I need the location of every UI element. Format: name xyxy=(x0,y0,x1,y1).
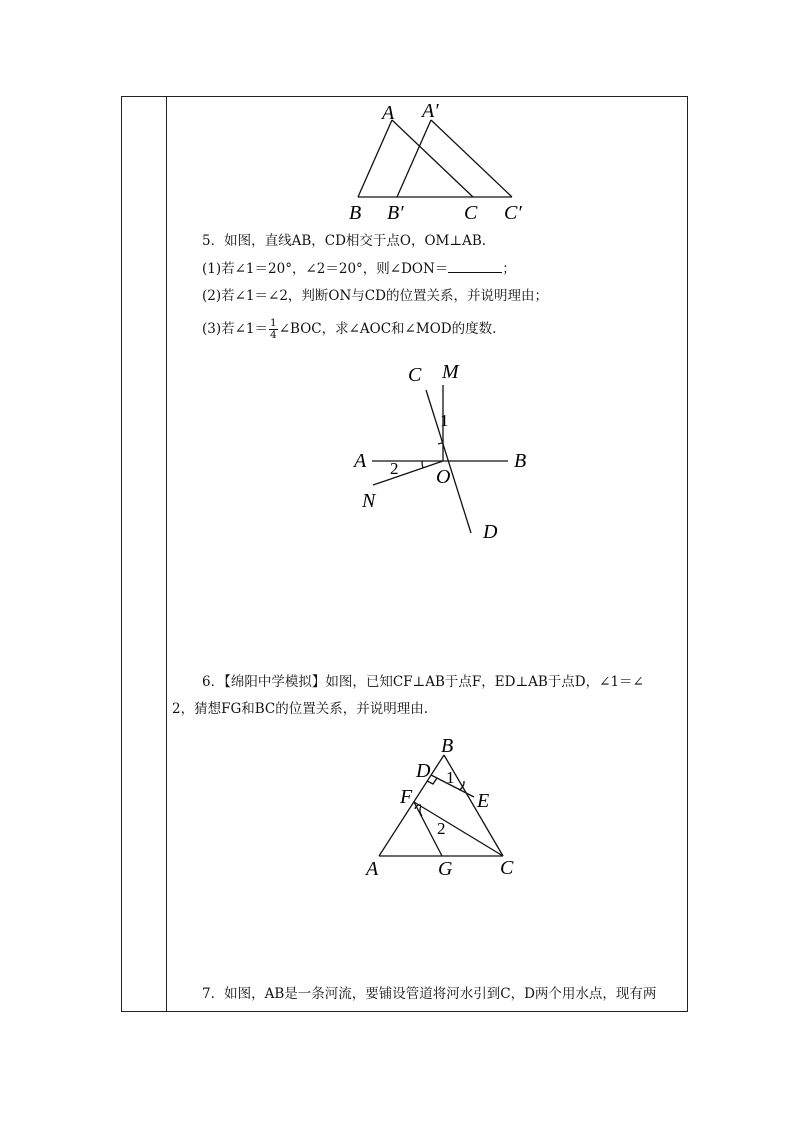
label-angle-2: 2 xyxy=(437,819,446,838)
label-c-prime: C′ xyxy=(504,202,522,224)
label-m: M xyxy=(442,361,459,383)
angle-2-arc xyxy=(420,806,422,816)
label-angle-1: 1 xyxy=(446,768,455,787)
side-ac xyxy=(392,120,473,197)
label-d: D xyxy=(416,760,431,782)
label-angle-1: 1 xyxy=(440,411,449,430)
label-e: E xyxy=(477,790,490,812)
side-a2b2 xyxy=(397,120,431,197)
label-c: C xyxy=(464,202,478,224)
q7-line1: 7．如图，AB是一条河流，要铺设管道将河水引到C，D两个用水点，现有两 xyxy=(202,986,657,1002)
label-c: C xyxy=(408,364,422,386)
angle-2-arc xyxy=(422,461,423,468)
side-ab xyxy=(358,120,392,197)
q6-line1: 6．【绵阳中学模拟】如图，已知CF⊥AB于点F，ED⊥AB于点D，∠1＝∠ xyxy=(202,674,644,690)
q6-line2: 2，猜想FG和BC的位置关系，并说明理由. xyxy=(172,701,429,717)
left-column xyxy=(122,97,167,1011)
figure-intersecting-lines xyxy=(340,355,540,545)
label-g: G xyxy=(438,858,453,880)
label-b: B xyxy=(349,202,362,224)
label-a: A xyxy=(382,102,395,124)
label-a: A xyxy=(366,858,379,880)
label-f: F xyxy=(400,786,413,808)
label-angle-2: 2 xyxy=(390,459,399,478)
angle-1-arc xyxy=(438,443,443,444)
label-d: D xyxy=(483,521,498,543)
label-a: A xyxy=(354,450,367,472)
label-a-prime: A′ xyxy=(422,100,439,122)
label-b: B xyxy=(441,735,454,757)
label-n: N xyxy=(362,490,376,512)
label-b-prime: B′ xyxy=(387,202,404,224)
label-o: O xyxy=(436,466,451,488)
q5-part3: (3)若∠1＝ $\frac{1}{4}$ ∠BOC，求∠AOC和∠MOD的度数. xyxy=(202,317,497,341)
label-c: C xyxy=(500,857,514,879)
figure-triangle-perpendiculars xyxy=(360,735,530,880)
q5-part1: (1)若∠1＝20°，∠2＝20°，则∠DON＝ ； xyxy=(202,261,516,277)
label-b: B xyxy=(514,450,527,472)
q5-stem: 5．如图，直线AB，CD相交于点O，OM⊥AB. xyxy=(202,233,487,249)
figure-translated-triangles xyxy=(340,95,540,225)
q5-part2: (2)若∠1＝∠2，判断ON与CD的位置关系，并说明理由； xyxy=(202,288,548,304)
side-a2c2 xyxy=(431,120,512,197)
fraction-one-quarter: $\frac{1}{4}$ xyxy=(270,317,277,341)
ray-on xyxy=(373,461,443,485)
answer-blank[interactable] xyxy=(448,260,502,273)
